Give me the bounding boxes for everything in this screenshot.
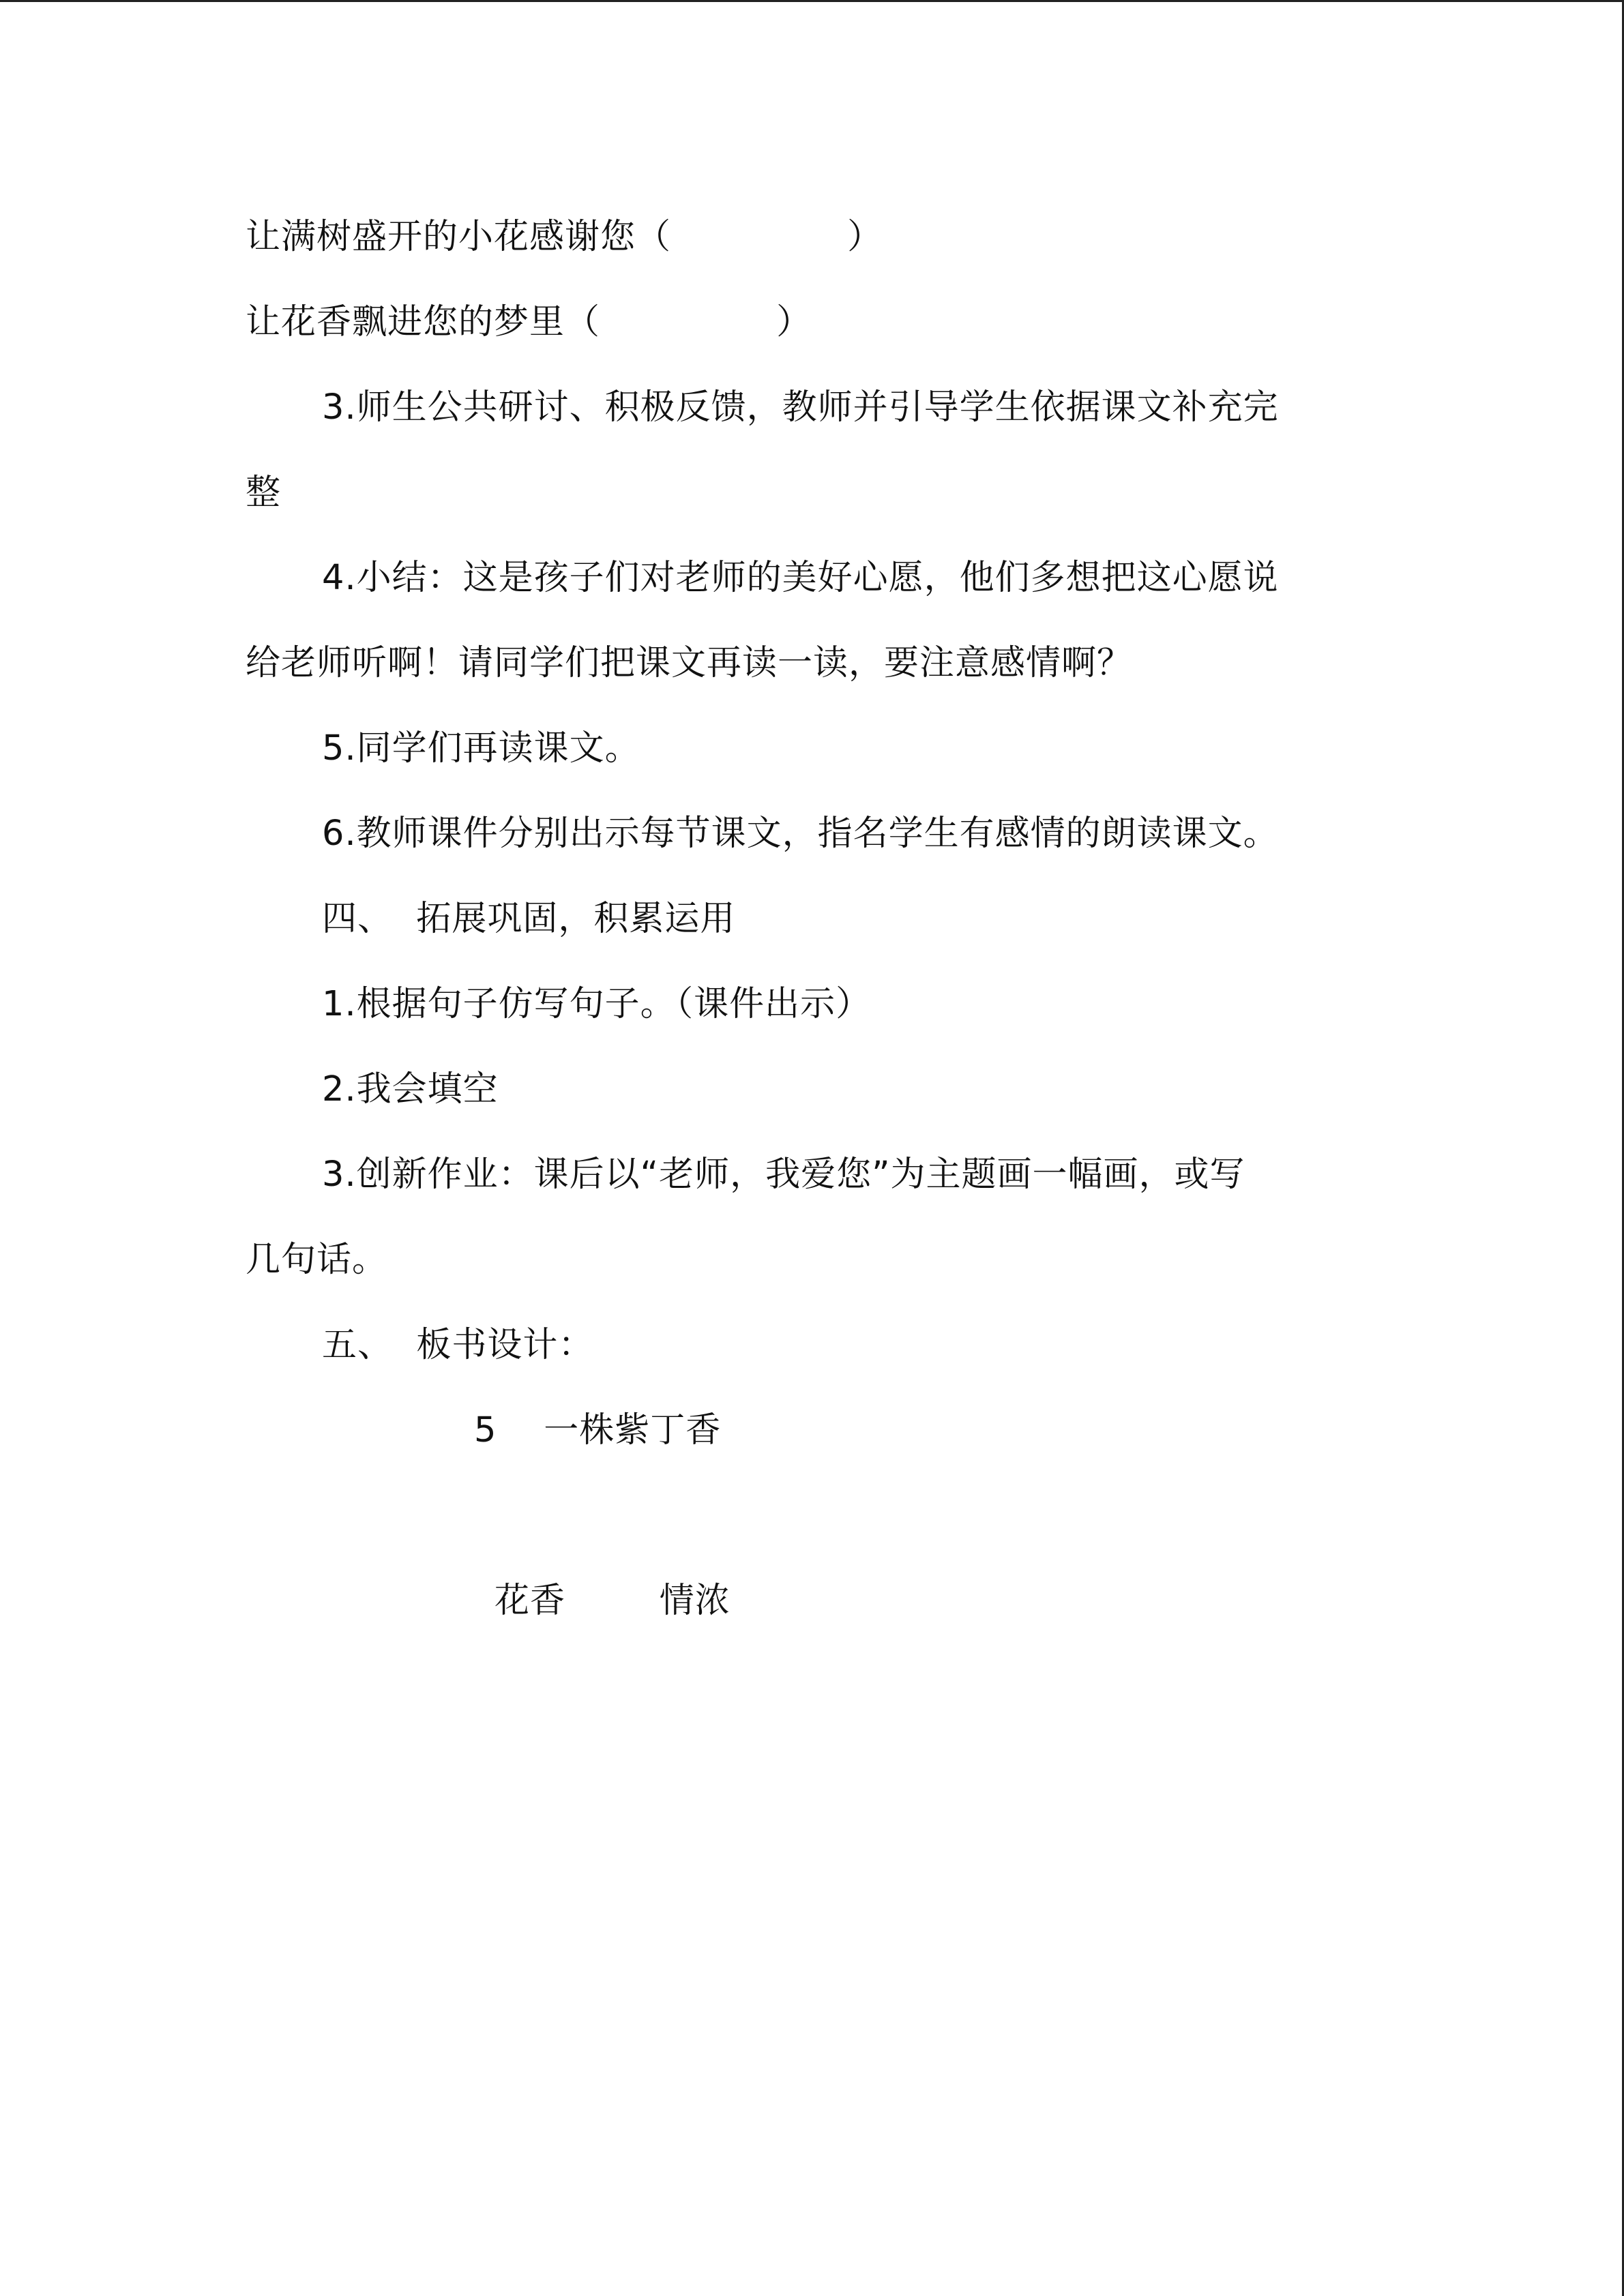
text-line-12: 几句话。 — [246, 1240, 388, 1280]
section-heading-5: 五、 板书设计： — [322, 1325, 594, 1365]
text-line-1: 让满树盛开的小花感谢您（ ） — [246, 217, 883, 257]
text-line-7: 5.同学们再读课文。 — [322, 728, 640, 769]
text-line-9: 1.根据句子仿写句子。（课件出示） — [322, 984, 872, 1024]
text-line-10: 2.我会填空 — [322, 1069, 499, 1109]
text-line-8: 6.教师课件分别出示每节课文，指名学生有感情的朗读课文。 — [322, 814, 1279, 854]
text-line-3: 3.师生公共研讨、积极反馈，教师并引导学生依据课文补充完 — [322, 387, 1279, 428]
text-line-6: 给老师听啊！请同学们把课文再读一读，要注意感情啊？ — [246, 643, 1133, 683]
text-line-2: 让花香飘进您的梦里（ ） — [246, 302, 812, 342]
board-words: 花香 情浓 — [494, 1581, 730, 1621]
section-heading-4: 四、 拓展巩固，积累运用 — [322, 899, 736, 939]
page-border-top — [0, 0, 1624, 2]
text-line-4: 整 — [246, 473, 282, 513]
text-line-11: 3.创新作业：课后以“老师，我爱您”为主题画一幅画，或写 — [322, 1154, 1245, 1195]
board-title: 5 一株紫丁香 — [474, 1410, 722, 1450]
text-line-5: 4.小结：这是孩子们对老师的美好心愿，他们多想把这心愿说 — [322, 558, 1279, 598]
